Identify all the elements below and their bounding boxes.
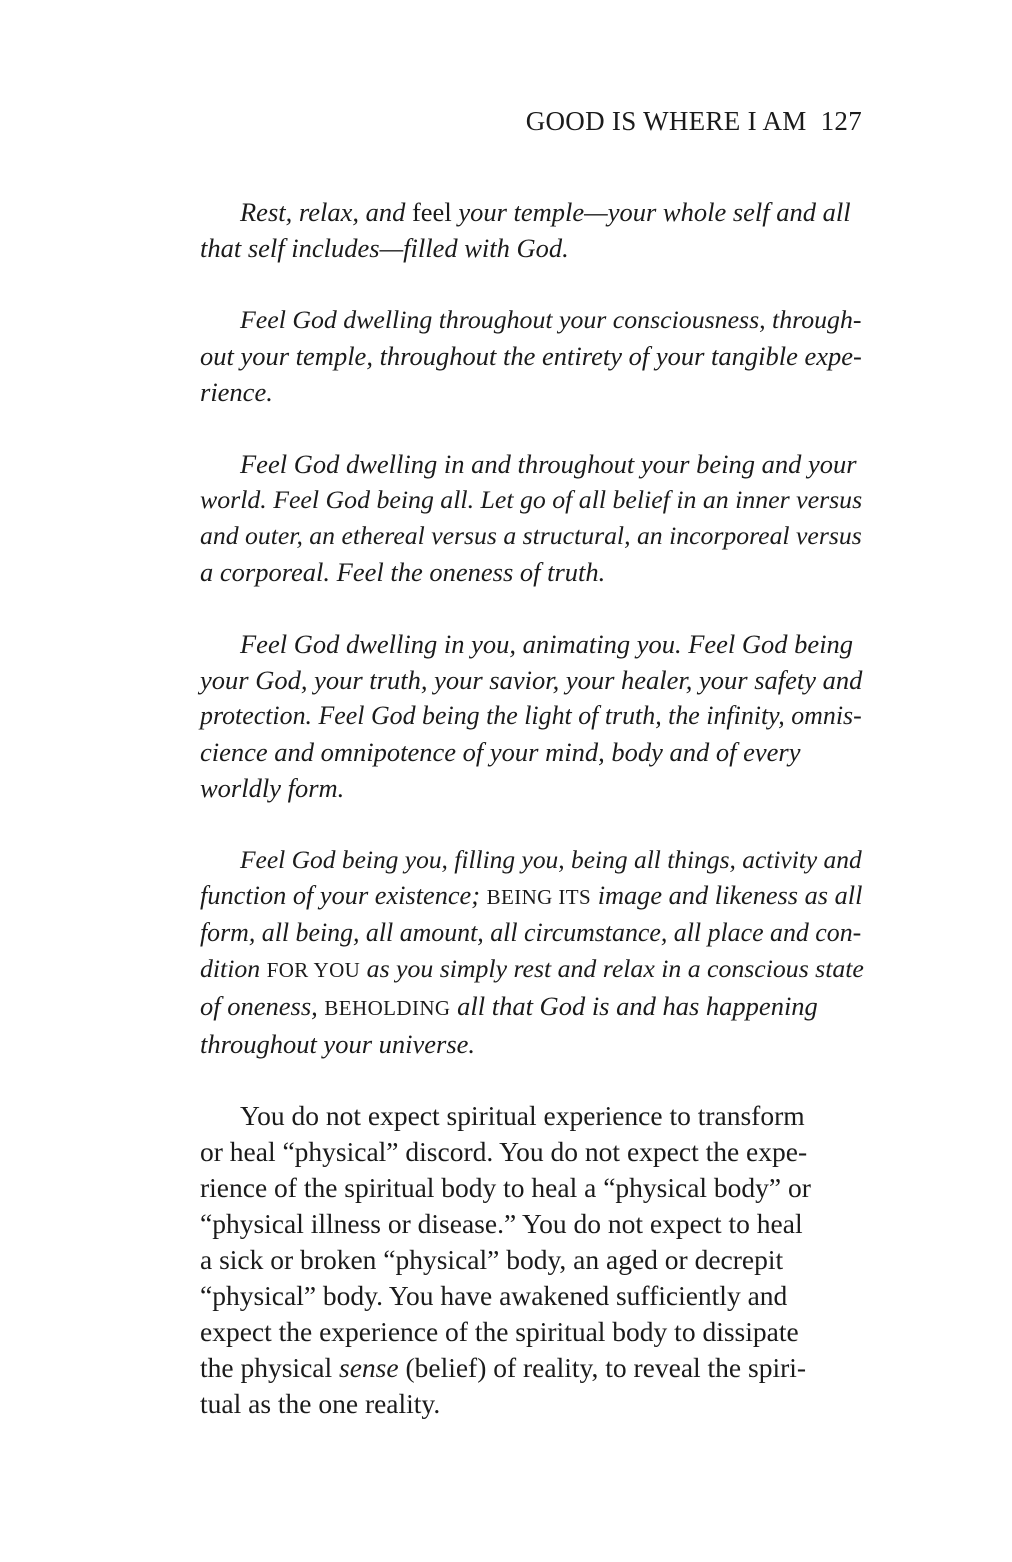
text-segment: Feel God dwelling in and throughout your being and your — [240, 449, 857, 479]
text-segment: “physical illness or disease.” You do not expect to heal — [200, 1208, 803, 1239]
small-caps-text: BEHOLDING — [324, 996, 451, 1020]
paragraph-gap — [200, 806, 862, 842]
text-segment: out your temple, throughout the entirety of your tangible expe- — [200, 341, 862, 371]
text-segment: form, all being, all amount, all circumstance, all place and con- — [200, 918, 862, 947]
text-line — [200, 662, 862, 698]
text-segment: and outer, an ethereal versus a structural, an incorporeal versus — [200, 521, 862, 550]
text-segment: (belief) of reality, to reveal the spiri- — [398, 1352, 807, 1383]
text-segment: rience. — [200, 377, 273, 407]
text-segment: the physical — [200, 1352, 339, 1383]
text-segment: your temple—your whole self and all — [451, 197, 851, 227]
text-segment: dition — [200, 954, 267, 983]
text-line — [200, 554, 862, 590]
text-line — [200, 951, 862, 988]
small-caps-text: FOR YOU — [266, 958, 361, 982]
text-line — [200, 446, 862, 482]
text-line — [200, 1350, 862, 1386]
text-segment: or heal “physical” discord. You do not expect the expe- — [200, 1136, 808, 1167]
body-paragraph — [200, 1098, 862, 1422]
running-title: GOOD IS WHERE I AM — [525, 106, 807, 136]
text-segment: You do not expect spiritual experience to transform — [240, 1100, 805, 1131]
text-line — [200, 194, 862, 230]
text-line — [200, 1242, 862, 1278]
text-segment: Feel God dwelling throughout your consciousness, through- — [240, 305, 862, 334]
meditation-paragraph — [200, 446, 862, 590]
meditation-paragraph — [200, 842, 862, 1062]
text-line — [200, 1098, 862, 1134]
text-line — [200, 770, 862, 806]
text-segment: worldly form. — [200, 773, 345, 803]
paragraph-gap — [200, 266, 862, 302]
text-line — [200, 1170, 862, 1206]
text-segment: all that God is and has happening — [450, 991, 818, 1021]
text-line — [200, 1134, 862, 1170]
text-segment: sense — [339, 1352, 399, 1383]
text-segment: tual as the one reality. — [200, 1388, 441, 1419]
text-line — [200, 1386, 862, 1422]
text-segment: feel — [411, 197, 452, 227]
text-segment: a corporeal. Feel the oneness of truth. — [200, 557, 606, 587]
text-segment: a sick or broken “physical” body, an aged or decrepit — [200, 1244, 784, 1275]
text-line — [200, 302, 862, 338]
text-segment: that self includes—filled with God. — [200, 233, 569, 263]
text-segment: as you simply rest and relax in a conscious state — [360, 954, 864, 983]
text-line — [200, 1314, 862, 1350]
text-line — [200, 698, 862, 734]
text-segment: of oneness, — [200, 991, 325, 1021]
text-segment: image and likeness as all — [591, 881, 863, 910]
text-segment: your God, your truth, your savior, your healer, your safety and — [200, 665, 863, 695]
page-body — [200, 194, 862, 1422]
text-segment: world. Feel God being all. Let go of all belief in an inner versus — [200, 485, 863, 514]
text-segment: “physical” body. You have awakened sufficiently and — [200, 1280, 788, 1311]
text-segment: Feel God being you, filling you, being all things, activity and — [240, 845, 862, 874]
text-line — [200, 482, 862, 518]
text-segment: rience of the spiritual body to heal a “physical body” or — [200, 1172, 811, 1203]
paragraph-gap — [200, 410, 862, 446]
text-line — [200, 338, 862, 374]
text-segment: Rest, relax, and — [240, 197, 412, 227]
running-header — [526, 106, 862, 137]
text-segment: expect the experience of the spiritual body to dissipate — [200, 1316, 799, 1347]
text-segment: function of your existence; — [200, 881, 487, 910]
text-line — [200, 878, 862, 915]
text-segment: Feel God dwelling in you, animating you. Feel God being — [240, 629, 854, 659]
text-line — [200, 1026, 862, 1062]
text-line — [200, 518, 862, 554]
paragraph-gap — [200, 1062, 862, 1098]
text-line — [200, 842, 862, 878]
paragraph-gap — [200, 590, 862, 626]
meditation-paragraph — [200, 626, 862, 806]
page-number: 127 — [820, 106, 862, 136]
text-line — [200, 374, 862, 410]
text-segment: throughout your universe. — [200, 1029, 476, 1059]
text-line — [200, 230, 862, 266]
text-line — [200, 626, 862, 662]
meditation-paragraph — [200, 194, 862, 266]
small-caps-text: BEING ITS — [486, 885, 592, 909]
text-segment: cience and omnipotence of your mind, body and of every — [200, 737, 801, 767]
text-line — [200, 1278, 862, 1314]
text-line — [200, 734, 862, 770]
text-line — [200, 915, 862, 951]
text-line — [200, 988, 862, 1026]
text-line — [200, 1206, 862, 1242]
meditation-paragraph — [200, 302, 862, 410]
text-segment: protection. Feel God being the light of truth, the infinity, omnis- — [200, 701, 862, 730]
